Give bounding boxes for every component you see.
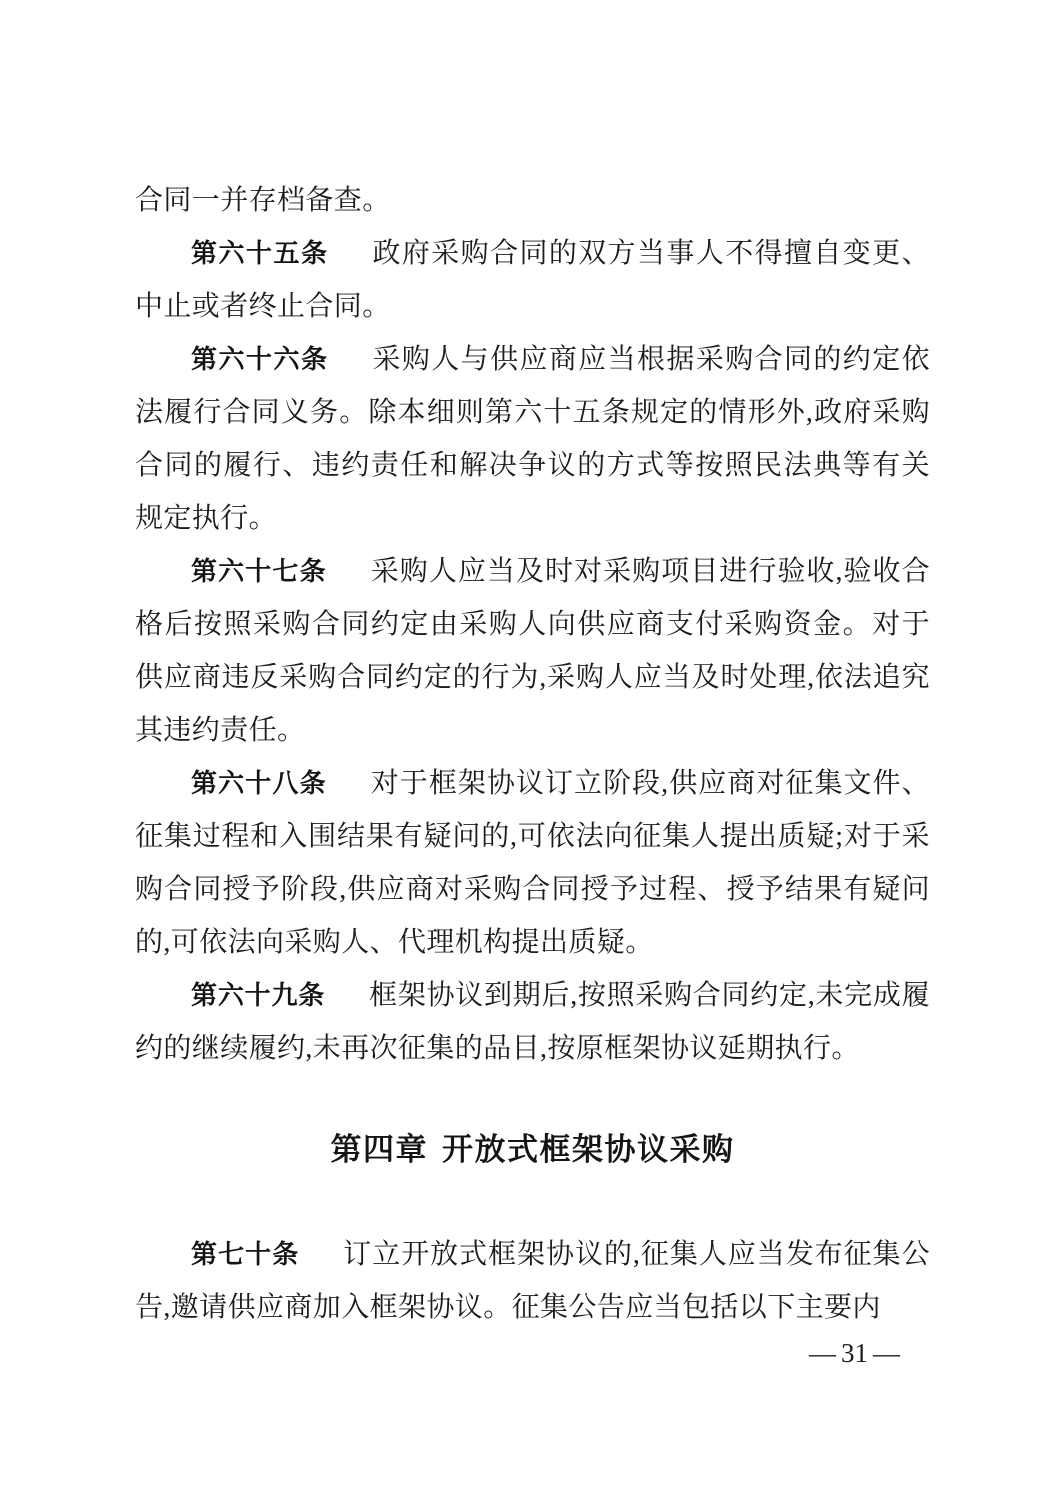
article-69-text: 框架协议到期后,按照采购合同约定,未完成履约的继续履约,未再次征集的品目,按原框架协议延期执行。 <box>135 980 930 1064</box>
article-70 <box>135 1228 930 1334</box>
article-65-text: 政府采购合同的双方当事人不得擅自变更、中止或者终止合同。 <box>135 238 930 322</box>
article-68-text: 对于框架协议订立阶段,供应商对征集文件、征集过程和入围结果有疑问的,可依法向征集人提出质疑;对于采购合同授予阶段,供应商对采购合同授予过程、授予结果有疑问的,可依法向采购人、代理机构提出质疑。 <box>135 768 930 958</box>
article-67-text: 采购人应当及时对采购项目进行验收,验收合格后按照采购合同约定由采购人向供应商支付采购资金。对于供应商违反采购合同约定的行为,采购人应当及时处理,依法追究其违约责任。 <box>135 556 930 746</box>
article-69-number: 第六十九条 <box>191 980 326 1010</box>
article-68-number: 第六十八条 <box>191 768 327 798</box>
article-66-number: 第六十六条 <box>191 344 329 374</box>
article-65-number: 第六十五条 <box>191 238 329 268</box>
page-number-value: 31 <box>841 1338 868 1368</box>
page-number-left-dash: — <box>809 1338 836 1368</box>
page-number <box>809 1336 900 1370</box>
chapter-heading <box>135 1123 930 1176</box>
chapter-title: 开放式框架协议采购 <box>442 1132 735 1167</box>
article-70-text: 订立开放式框架协议的,征集人应当发布征集公告,邀请供应商加入框架协议。征集公告应当包括以下主要内 <box>135 1239 930 1323</box>
article-65 <box>135 227 930 333</box>
article-70-number: 第七十条 <box>191 1239 300 1269</box>
article-68 <box>135 757 930 969</box>
paragraph-continuation: 合同一并存档备查。 <box>135 185 391 216</box>
article-67-number: 第六十七条 <box>191 556 327 586</box>
article-67 <box>135 545 930 757</box>
chapter-label: 第四章 <box>330 1132 428 1167</box>
page-number-right-dash: — <box>873 1338 900 1368</box>
article-66-text: 采购人与供应商应当根据采购合同的约定依法履行合同义务。除本细则第六十五条规定的情形外,政府采购合同的履行、违约责任和解决争议的方式等按照民法典等有关规定执行。 <box>135 344 930 534</box>
page-body <box>135 174 930 1334</box>
article-69 <box>135 969 930 1075</box>
article-66 <box>135 333 930 545</box>
